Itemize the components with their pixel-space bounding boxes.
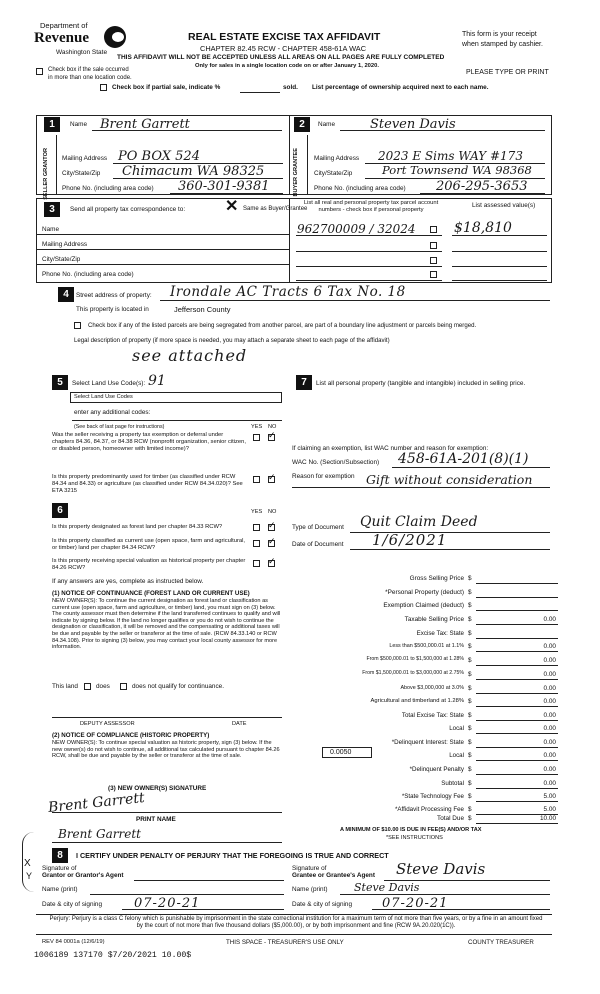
section-2-number: 2 [294, 117, 310, 132]
s5-question-1: Was the seller receiving a property tax exemption or deferral under chapters 84.36, 84.37, or 84.38 RCW (nonprofit organization, senior citizen, or disabled person, homeowner with limited income)? [52, 432, 246, 452]
section-1-number: 1 [44, 117, 60, 132]
grantee-date[interactable]: 07-20-21 [382, 896, 449, 911]
tax-row-value[interactable]: 0.00 [543, 739, 556, 746]
tax-row-dollar: $ [468, 739, 472, 746]
buyer-mailing-label: Mailing Address [314, 155, 360, 162]
land-use-label: Select Land Use Code(s): [72, 380, 146, 387]
personal-property-label: List all personal property (tangible and intangible) included in selling price. [316, 380, 526, 387]
doc-date[interactable]: 1/6/2021 [372, 531, 448, 549]
does-label: does [96, 683, 110, 690]
tax-row-label: Exemption Claimed (deduct) [383, 602, 464, 609]
tax-row-label: Local [449, 752, 464, 759]
land-does-not-checkbox[interactable] [120, 683, 127, 690]
reason-label: Reason for exemption [292, 473, 355, 480]
legal-label: Legal description of property (if more space is needed, you may attach a separate sheet to each page of the affidavit) [74, 337, 390, 344]
section-6-number: 6 [52, 503, 68, 518]
tax-row-label: Excise Tax: State [416, 630, 464, 637]
tax-row-label: *Personal Property (deduct) [385, 589, 464, 596]
buyer-name[interactable]: Steven Davis [370, 117, 456, 132]
grantor-sig-label-2: Grantor or Grantor's Agent [42, 872, 124, 879]
parcel-1-personal-checkbox[interactable] [430, 226, 437, 233]
deputy-date-label: DATE [232, 721, 247, 727]
form-subtitle: CHAPTER 82.45 RCW - CHAPTER 458-61A WAC [200, 44, 367, 53]
ownership-label: List percentage of ownership acquired next to each name. [312, 84, 489, 91]
tax-row-dollar: $ [468, 766, 472, 773]
grantor-date[interactable]: 07-20-21 [134, 896, 201, 911]
s3-mailing-label: Mailing Address [42, 241, 88, 248]
s5-q2-no-check-icon: ✓ [268, 472, 276, 482]
county-treasurer: COUNTY TREASURER [468, 939, 534, 946]
tax-row-dollar: $ [468, 671, 472, 678]
notice1-body: NEW OWNER(S): To continue the current designation as forest land or classification as current use (open space, farm and agriculture, or timber) land, you must sign on (3) below. The county assessor must then determine if the land transferred continues to qualify and will indicate by signing below. If the land no longer qualifies or you do not wish to continue the designation or classification, it will be removed and the compensating or additional taxes will be due and payable by the seller or transferor at the time of sale. (RCW 84.33.140 or RCW 84.34.108). Prior to signing (3) below, you may contact your local county assessor for more information. [52, 598, 281, 651]
please-type: PLEASE TYPE OR PRINT [466, 69, 549, 76]
tax-row-dollar: $ [468, 712, 472, 719]
new-owner-sig-label: (3) NEW OWNER(S) SIGNATURE [108, 785, 207, 792]
seller-side-label: SELLER GRANTOR [43, 148, 49, 200]
tax-row-dollar: $ [468, 725, 472, 732]
s6-q3-yes[interactable] [253, 560, 260, 567]
dept-line1: Department of [40, 21, 88, 30]
s6-question-2: Is this property classified as current use (open space, farm and agricultural, or timber) land per chapter 84.34 RCW? [52, 538, 245, 551]
s5-q1-yes[interactable] [253, 434, 260, 441]
wac-number[interactable]: 458-61A-201(8)(1) [398, 451, 529, 467]
only-for-sales: Only for sales in a single location code on or after January 1, 2020. [195, 63, 379, 69]
parcel-3-personal-checkbox[interactable] [430, 257, 437, 264]
grantee-date-label: Date & city of signing [292, 901, 353, 908]
tax-row-label: Above $3,000,000 at 3.0% [400, 685, 464, 691]
minimum-note: A MINIMUM OF $10.00 IS DUE IN FEE(S) AND/OR TAX [340, 827, 482, 833]
seller-name-label: Name [70, 121, 88, 128]
notice2-body: NEW OWNER(S): To continue special valuation as historic property, sign (3) below. If the new owner(s) do not wish to continue, all additional tax calculated pursuant to chapter 84.26 RCW, shall be due and payable by the seller or transferor at the time of sale. [52, 740, 280, 760]
does-not-label: does not qualify for continuance. [132, 683, 225, 690]
this-land-label: This land [52, 683, 78, 690]
tax-row-dollar: $ [468, 643, 472, 650]
grantor-name-print-label: Name (print) [42, 886, 78, 893]
see-back-note: (See back of last page for instructions) [74, 424, 165, 430]
partial-sale-label: Check box if partial sale, indicate % [112, 84, 221, 91]
s5-question-2: Is this property predominantly used for timber (as classified under RCW 84.34 and 84.33) or agriculture (as classified under RCW 84.34.020)? See ETA 3215 [52, 474, 243, 494]
seller-city-label: City/State/Zip [62, 170, 101, 177]
s5-no-header: NO [268, 424, 277, 430]
s6-q2-yes[interactable] [253, 540, 260, 547]
buyer-city[interactable]: Port Townsend WA 98368 [382, 163, 532, 177]
segregated-label: Check box if any of the listed parcels are being segregated from another parcel, are part of a boundary line adjustment or parcels being merged. [88, 322, 477, 329]
s5-yes-header: YES [251, 424, 263, 430]
side-mark-x: X [24, 858, 31, 869]
tax-row-dollar: $ [468, 575, 472, 582]
tax-row-dollar: $ [468, 602, 472, 609]
tax-row-label: Local [449, 725, 464, 732]
exemption-reason[interactable]: Gift without consideration [366, 472, 533, 487]
tax-row-value[interactable]: 0.00 [543, 752, 556, 759]
form-title: REAL ESTATE EXCISE TAX AFFIDAVIT [188, 31, 381, 43]
buyer-side-label: BUYER GRANTEE [293, 148, 299, 197]
doc-type[interactable]: Quit Claim Deed [360, 514, 478, 530]
parcel-number[interactable]: 962700009 / 32024 [297, 222, 416, 236]
s6-q3-no-check-icon: ✓ [268, 556, 276, 566]
wac-label: WAC No. (Section/Subsection) [292, 459, 380, 466]
s3-name-label: Name [42, 226, 60, 233]
grantee-printed-name[interactable]: Steve Davis [354, 881, 420, 894]
seller-phone-label: Phone No. (including area code) [62, 185, 154, 192]
tax-row-label: Agricultural and timberland at 1.28% [370, 698, 464, 704]
tax-row-label: Total Excise Tax: State [401, 712, 464, 719]
tax-row-label: Less than $500,000.01 at 1.1% [389, 643, 464, 649]
buyer-city-label: City/State/Zip [314, 170, 353, 177]
seller-mailing-label: Mailing Address [62, 155, 108, 162]
grantee-sig-label-2: Grantee or Grantee's Agent [292, 872, 375, 879]
located-label: This property is located in [76, 306, 149, 313]
local-rate: 0.0050 [330, 749, 352, 756]
tax-row-dollar: $ [468, 698, 472, 705]
section-4-number: 4 [58, 287, 74, 302]
tax-row-dollar: $ [468, 752, 472, 759]
tax-row-label: *Delinquent Penalty [409, 766, 464, 773]
tax-row-label: Taxable Selling Price [404, 616, 464, 623]
grantee-name-print-label: Name (print) [292, 886, 328, 893]
buyer-mailing[interactable]: 2023 E Sims WAY #173 [378, 149, 523, 163]
parcel-4-personal-checkbox[interactable] [430, 271, 437, 278]
land-use-dropdown-text: Select Land Use Codes [74, 394, 133, 400]
tax-row-value[interactable]: 0.00 [543, 671, 556, 678]
tax-row-value[interactable]: 0.00 [543, 725, 556, 732]
land-use-code[interactable]: 91 [148, 373, 166, 389]
tax-row-label: *State Technology Fee [401, 793, 464, 800]
tax-row-value[interactable]: 10.00 [540, 815, 556, 822]
multi-location-label-1: Check box if the sale occurred [48, 67, 129, 73]
s6-q1-no-check-icon: ✓ [268, 520, 276, 530]
additional-codes-label: enter any additional codes: [74, 409, 151, 416]
see-instructions: *SEE INSTRUCTIONS [386, 835, 443, 841]
legal-description[interactable]: see attached [132, 346, 248, 365]
doc-date-label: Date of Document [292, 541, 344, 548]
correspondence-label: Send all property tax correspondence to: [70, 206, 186, 213]
grantor-sig-label-1: Signature of [42, 865, 77, 872]
receipt-note-1: This form is your receipt [462, 31, 537, 38]
assessed-header: List assessed value(s) [472, 202, 536, 209]
tax-row-value[interactable]: 0.00 [543, 766, 556, 773]
tax-row-value[interactable]: 0.00 [543, 616, 556, 623]
section-8-number: 8 [52, 848, 68, 863]
seller-mailing[interactable]: PO BOX 524 [118, 149, 200, 164]
buyer-name-label: Name [318, 121, 336, 128]
tax-row-value[interactable]: 0.00 [543, 712, 556, 719]
segregated-checkbox[interactable] [74, 322, 81, 329]
s3-city-label: City/State/Zip [42, 256, 81, 263]
rev-number: REV 84 0001a (12/6/19) [42, 939, 105, 945]
s5-q1-no-check-icon: ✓ [268, 430, 276, 440]
section-3-number: 3 [44, 202, 60, 217]
grantee-sig-label-1: Signature of [292, 865, 327, 872]
if-yes-note: If any answers are yes, complete as instructed below. [52, 578, 204, 585]
tax-row-dollar: $ [468, 657, 472, 664]
grantor-date-label: Date & city of signing [42, 901, 103, 908]
dept-line2: Revenue [34, 30, 89, 46]
tax-row-dollar: $ [468, 685, 472, 692]
print-name-label: PRINT NAME [136, 816, 176, 823]
treasurer-space: THIS SPACE - TREASURER'S USE ONLY [226, 939, 344, 946]
tax-row-label: *Affidavit Processing Fee [394, 806, 464, 813]
perjury-note: Perjury: Perjury is a class C felony which is punishable by imprisonment in the state correctional institution for a maximum term of not more than five years, or by a fine in an amount fixed by the court of not more than five thousand dollars ($5,000.00), or by both imprisonment and fine (RCW 9A.20.020(1C)). [49, 916, 543, 930]
certify-line: I CERTIFY UNDER PENALTY OF PERJURY THAT THE FOREGOING IS TRUE AND CORRECT [76, 851, 389, 860]
sold-label: sold. [283, 84, 298, 91]
tax-row-dollar: $ [468, 806, 472, 813]
seller-phone[interactable]: 360-301-9381 [178, 179, 270, 194]
s5-q2-yes[interactable] [253, 476, 260, 483]
tax-row-label: From $500,000.01 to $1,500,000 at 1.28% [366, 656, 464, 662]
same-as-buyer-check-icon[interactable]: ✕ [225, 198, 239, 215]
street-label: Street address of property: [76, 292, 152, 299]
s6-question-1: Is this property designated as forest land per chapter 84.33 RCW? [52, 524, 223, 530]
buyer-phone[interactable]: 206-295-3653 [436, 179, 528, 194]
tax-row-label: Gross Selling Price [409, 575, 464, 582]
multi-location-checkbox[interactable] [36, 68, 43, 75]
tax-row-dollar: $ [468, 616, 472, 623]
partial-sale-checkbox[interactable] [100, 84, 107, 91]
seller-name[interactable]: Brent Garrett [100, 117, 190, 132]
parcel-2-personal-checkbox[interactable] [430, 242, 437, 249]
county[interactable]: Jefferson County [174, 305, 231, 314]
recording-stamp: 1006189 137170 $7/20/2021 10.00$ [34, 951, 192, 960]
grantee-signature[interactable]: Steve Davis [396, 860, 486, 878]
deputy-assessor-label: DEPUTY ASSESSOR [80, 721, 135, 727]
section-7-number: 7 [296, 375, 312, 390]
notice2-title: (2) NOTICE OF COMPLIANCE (HISTORIC PROPERTY) [52, 732, 210, 739]
tax-row-value[interactable]: 5.00 [543, 793, 556, 800]
same-as-label: Same as Buyer/Grantee [243, 206, 308, 212]
notice1-title: (1) NOTICE OF CONTINUANCE (FOREST LAND OR CURRENT USE) [52, 590, 250, 597]
tax-row-value[interactable]: 0.00 [543, 698, 556, 705]
assessed-value[interactable]: $18,810 [454, 220, 512, 236]
dept-line3: Washington State [56, 49, 108, 56]
multi-location-label-2: in more than one location code. [48, 75, 132, 81]
tax-row-label: Subtotal [441, 780, 464, 787]
s6-yes-header: YES [251, 509, 263, 515]
s6-q1-yes[interactable] [253, 524, 260, 531]
section-5-number: 5 [52, 375, 68, 390]
new-owner-signature[interactable]: Brent Garrett [47, 789, 146, 817]
tax-row-value[interactable]: 0.00 [543, 780, 556, 787]
seller-city[interactable]: Chimacum WA 98325 [122, 164, 265, 179]
tax-row-label: From $1,500,000.01 to $3,000,000 at 2.75% [362, 670, 464, 676]
tax-row-value[interactable]: 0.00 [543, 685, 556, 692]
buyer-phone-label: Phone No. (including area code) [314, 185, 406, 192]
warning-line: THIS AFFIDAVIT WILL NOT BE ACCEPTED UNLESS ALL AREAS ON ALL PAGES ARE FULLY COMPLETED [117, 54, 445, 61]
land-does-checkbox[interactable] [84, 683, 91, 690]
tax-row-label: *Delinquent Interest: State [391, 739, 464, 746]
tax-row-value[interactable]: 0.00 [543, 657, 556, 664]
tax-row-label: Total Due [437, 815, 464, 822]
s6-q2-no-check-icon: ✓ [268, 536, 276, 546]
s3-phone-label: Phone No. (including area code) [42, 271, 134, 278]
doc-type-label: Type of Document [292, 524, 344, 531]
tax-row-value[interactable]: 5.00 [543, 806, 556, 813]
s6-no-header: NO [268, 509, 277, 515]
tax-row-dollar: $ [468, 793, 472, 800]
tax-row-value[interactable]: 0.00 [543, 643, 556, 650]
tax-row-dollar: $ [468, 630, 472, 637]
receipt-note-2: when stamped by cashier. [462, 41, 543, 48]
new-owner-printed-name[interactable]: Brent Garrett [58, 827, 141, 841]
side-mark-y: Y [26, 871, 33, 881]
exemption-label: If claiming an exemption, list WAC number and reason for exemption: [292, 445, 489, 452]
s6-question-3: Is this property receiving special valuation as historical property per chapter 84.26 RCW? [52, 558, 246, 571]
parcel-header: List all real and personal property tax parcel account numbers - check box if personal property [303, 200, 439, 213]
tax-row-dollar: $ [468, 589, 472, 596]
tax-row-dollar: $ [468, 780, 472, 787]
street-address[interactable]: Irondale AC Tracts 6 Tax No. 18 [170, 284, 406, 300]
tax-row-dollar: $ [468, 815, 472, 822]
